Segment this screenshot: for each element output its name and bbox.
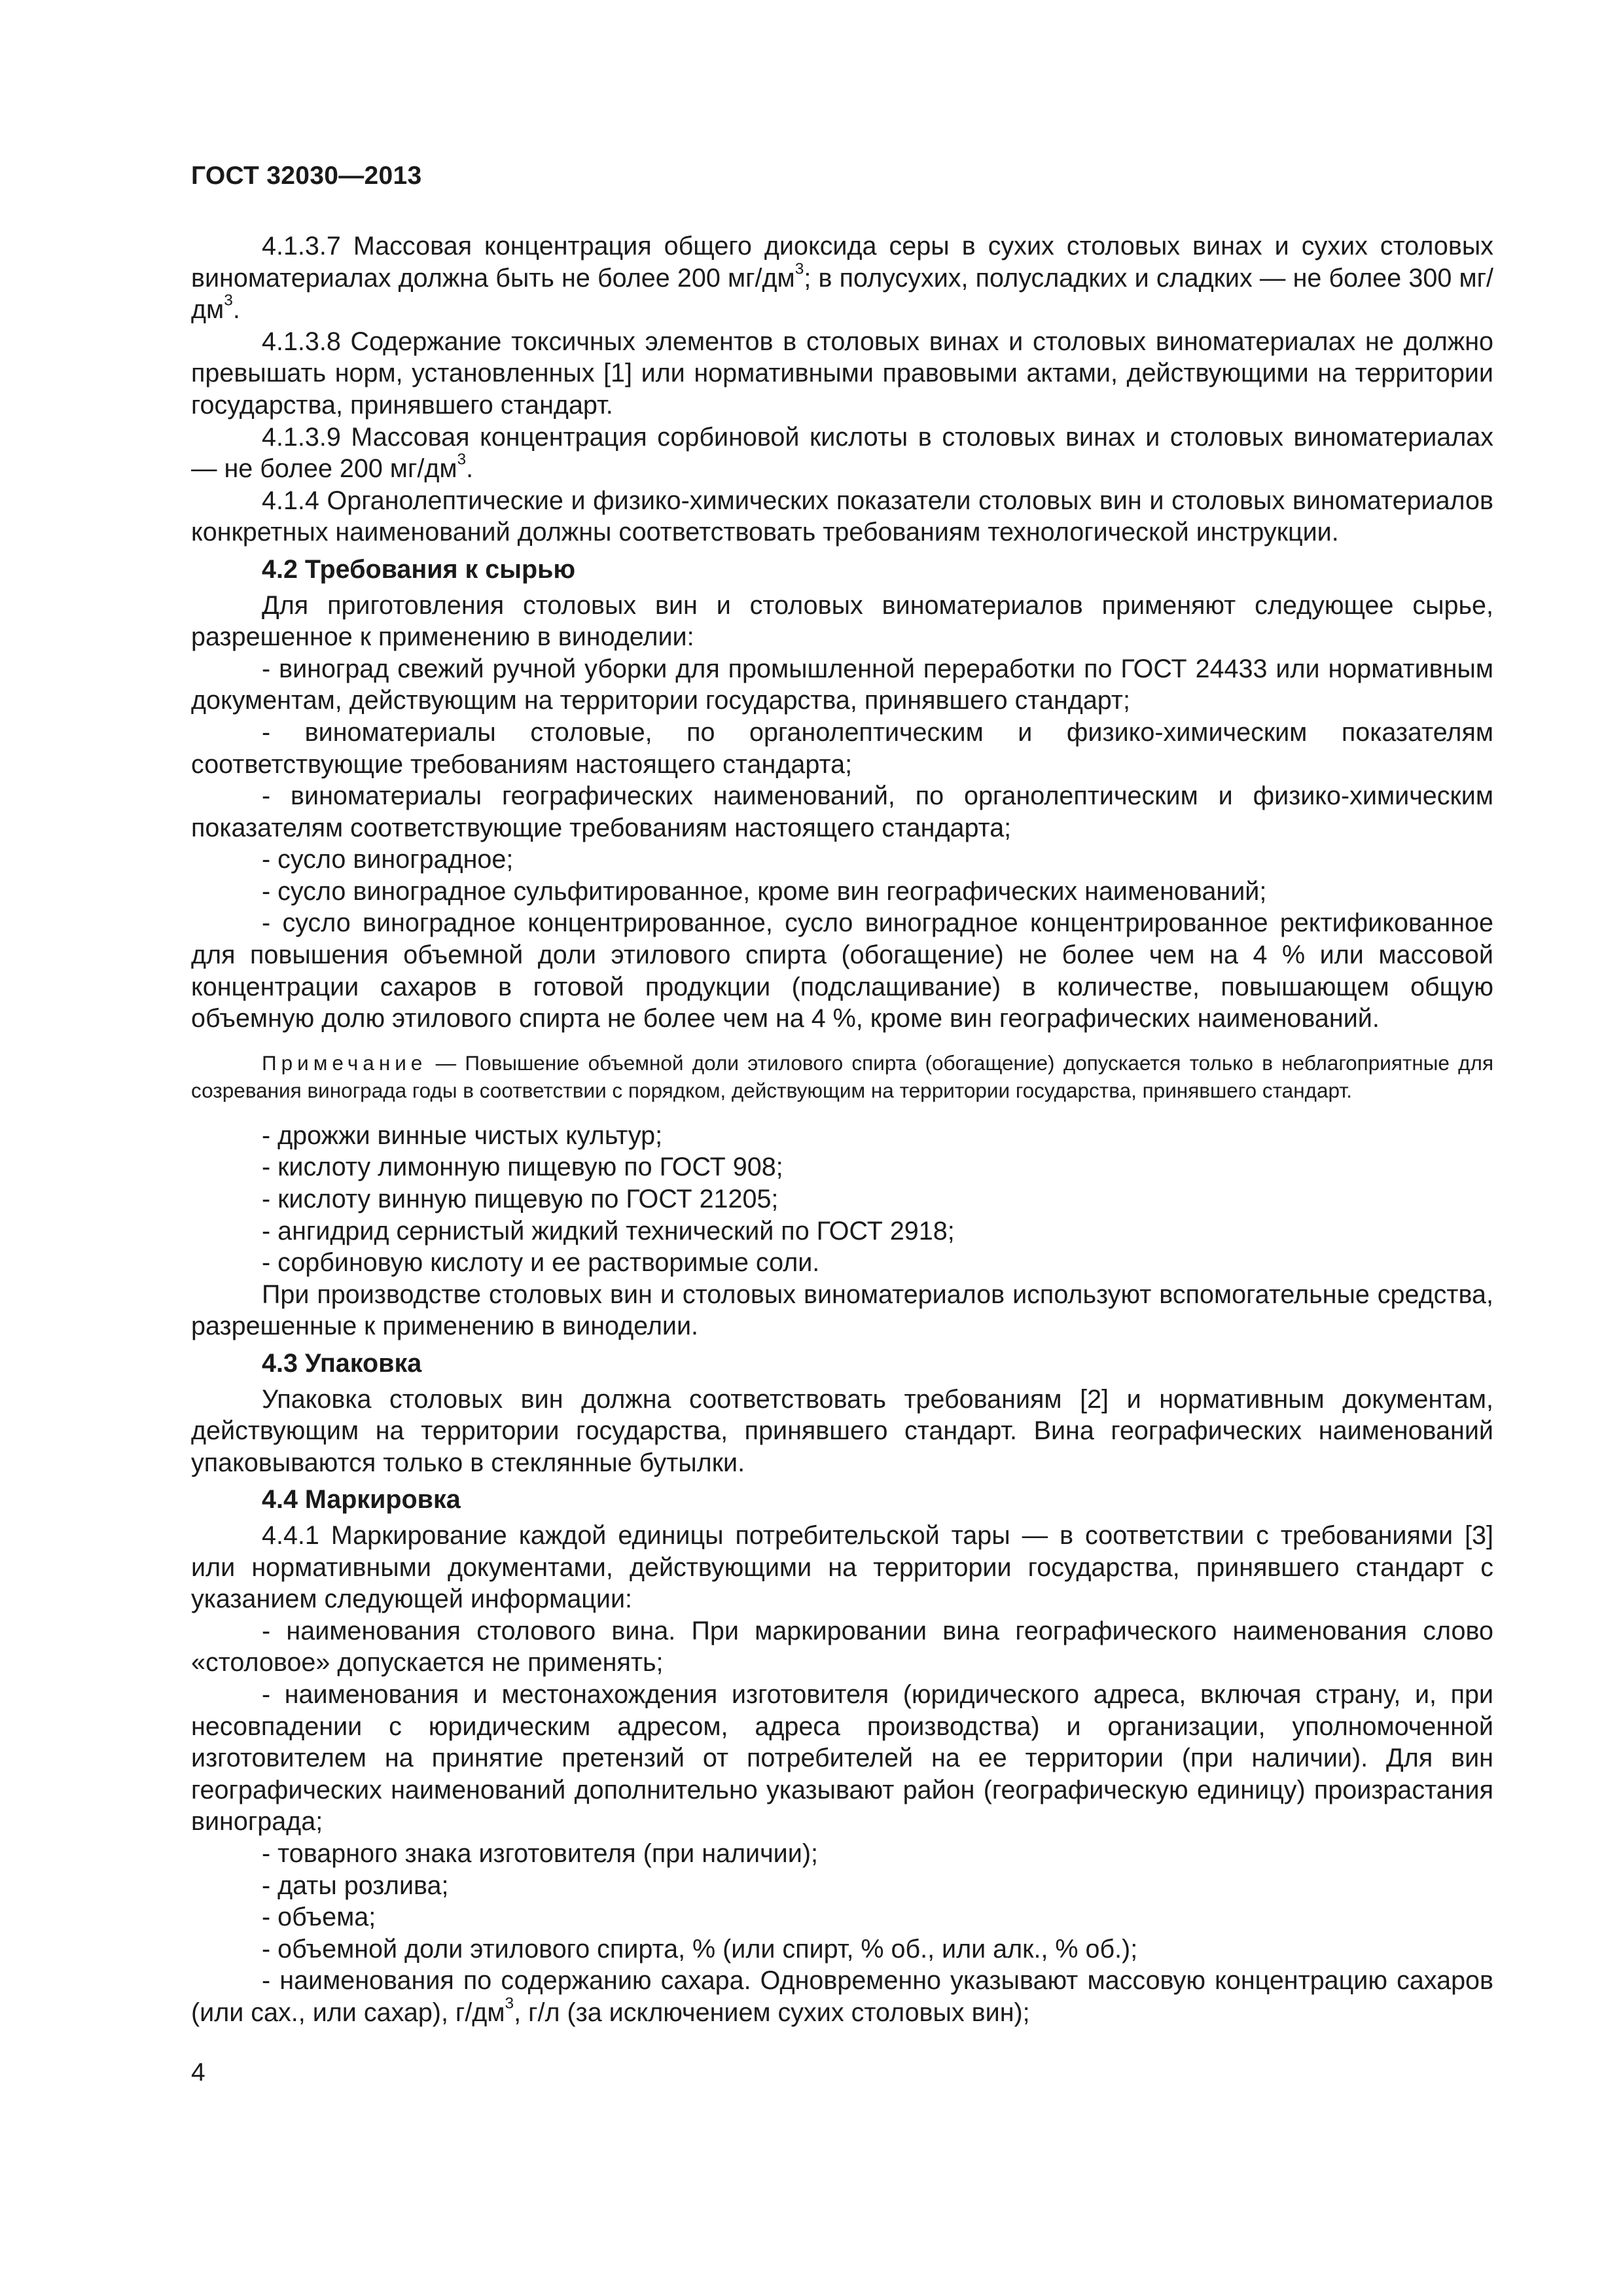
list-item: - кислоту винную пищевую по ГОСТ 21205;: [262, 1185, 779, 1214]
list-item: [191, 1965, 1493, 2028]
text-run: 4.1.3.7 Массовая концентрация общего диоксида серы в сухих столовых винах и сухих столовых виноматериалах должна быть не более 200 мг/дм: [191, 232, 1493, 293]
list-item: - сусло виноградное концентрированное, сусло виноградное концентрированное ректификованное для повышения объемной доли этилового спирта (обогащение) не более чем на 4 % или массовой концентрации сахаров в готовой продукции (подслащивание) в количестве, повышающем общую объемную долю этилового спирта не более чем на 4 %, кроме вин географических наименований.: [191, 908, 1493, 1033]
list-item: - наименования и местонахождения изготовителя (юридического адреса, включая страну, и, при несовпадении с юридическим адресом, адреса производства) и организации, уполномоченной изготовителем на принятие претензий от потребителей на ее территории (при наличии). Для вин географических наименований дополнительно указывают район (географическую единицу) произрастания винограда;: [191, 1679, 1493, 1837]
list-item: - ангидрид сернистый жидкий технический по ГОСТ 2918;: [262, 1216, 955, 1246]
paragraph-4-1-3-7: [191, 230, 1493, 326]
text-run: .: [232, 295, 240, 325]
text-run: ; в полусухих, полусладких и сладких — не более 300 мг/дм: [191, 263, 1493, 325]
list-item: - виноград свежий ручной уборки для промышленной переработки по ГОСТ 24433 или нормативным документам, действующим на территории государства, принявшего стандарт;: [191, 654, 1493, 715]
section-heading-4-3: 4.3 Упаковка: [262, 1349, 422, 1378]
document-body: [191, 230, 1493, 2028]
section-heading-4-2: 4.2 Требования к сырью: [262, 554, 576, 584]
section-4-2-intro: Для приготовления столовых вин и столовых виноматериалов применяют следующее сырье, разрешенное к применению в виноделии:: [191, 590, 1493, 652]
list-item: - сусло виноградное;: [262, 845, 514, 874]
list-item: - сусло виноградное сульфитированное, кроме вин географических наименований;: [262, 876, 1267, 906]
list-item: - сорбиновую кислоту и ее растворимые соли.: [262, 1248, 820, 1278]
list-item: - объемной доли этилового спирта, % (или спирт, % об., или алк., % об.);: [262, 1934, 1138, 1964]
paragraph-4-1-3-9: [191, 422, 1493, 485]
note-block: [191, 1049, 1493, 1104]
superscript: 3: [505, 1994, 514, 2013]
paragraph-4-1-3-8: 4.1.3.8 Содержание токсичных элементов в столовых винах и столовых виноматериалах не должно превышать норм, установленных [1] или нормативными правовыми актами, действующими на территории государства, принявшего стандарт.: [191, 327, 1493, 420]
section-heading-4-4: 4.4 Маркировка: [262, 1485, 461, 1515]
note-label: Примечание: [262, 1050, 427, 1075]
list-item: - дрожжи винные чистых культур;: [262, 1121, 663, 1150]
section-4-4-1-intro: 4.4.1 Маркирование каждой единицы потребительской тары — в соответствии с требованиями [3] или нормативными документами, действующими на территории государства, принявшего стандарт с указанием следующей информации:: [191, 1520, 1493, 1614]
text-run: 4.1.3.9 Массовая концентрация сорбиновой кислоты в столовых винах и столовых виноматериалах — не более 200 мг/дм: [191, 422, 1493, 484]
list-item: - товарного знака изготовителя (при наличии);: [262, 1839, 818, 1868]
text-run: - наименования по содержанию сахара. Одновременно указывают массовую концентрацию сахаров (или сах., или сахар), г/дм: [191, 1966, 1493, 2027]
note-text: — Повышение объемной доли этилового спирта (обогащение) допускается только в неблагоприятные для созревания винограда годы в соответствии с порядком, действующим на территории государства, принявшего стандарт.: [191, 1050, 1493, 1102]
superscript: 3: [794, 260, 804, 278]
paragraph-4-1-4: 4.1.4 Органолептические и физико-химических показатели столовых вин и столовых виноматериалов конкретных наименований должны соответствовать требованиям технологической инструкции.: [191, 486, 1493, 547]
section-4-2-closing: При производстве столовых вин и столовых виноматериалов используют вспомогательные средства, разрешенные к применению в виноделии.: [191, 1280, 1493, 1341]
section-4-3-text: Упаковка столовых вин должна соответствовать требованиям [2] и нормативным документам, действующим на территории государства, принявшего стандарт. Вина географических наименований упаковываются только в стеклянные бутылки.: [191, 1384, 1493, 1477]
page-number: 4: [191, 2058, 205, 2087]
list-item: - объема;: [262, 1903, 376, 1932]
document-header: ГОСТ 32030—2013: [191, 162, 422, 190]
list-item: - даты розлива;: [262, 1871, 449, 1900]
list-item: - кислоту лимонную пищевую по ГОСТ 908;: [262, 1153, 783, 1182]
superscript: 3: [457, 450, 467, 469]
text-run: , г/л (за исключением сухих столовых вин);: [514, 1998, 1030, 2027]
text-run: .: [466, 454, 474, 484]
list-item: - виноматериалы географических наименований, по органолептическим и физико-химическим показателям соответствующие требованиям настоящего стандарта;: [191, 781, 1493, 842]
list-item: - наименования столового вина. При маркировании вина географического наименования слово «столовое» допускается не применять;: [191, 1616, 1493, 1677]
list-item: - виноматериалы столовые, по органолептическим и физико-химическим показателям соответствующие требованиям настоящего стандарта;: [191, 717, 1493, 779]
superscript: 3: [224, 291, 233, 310]
